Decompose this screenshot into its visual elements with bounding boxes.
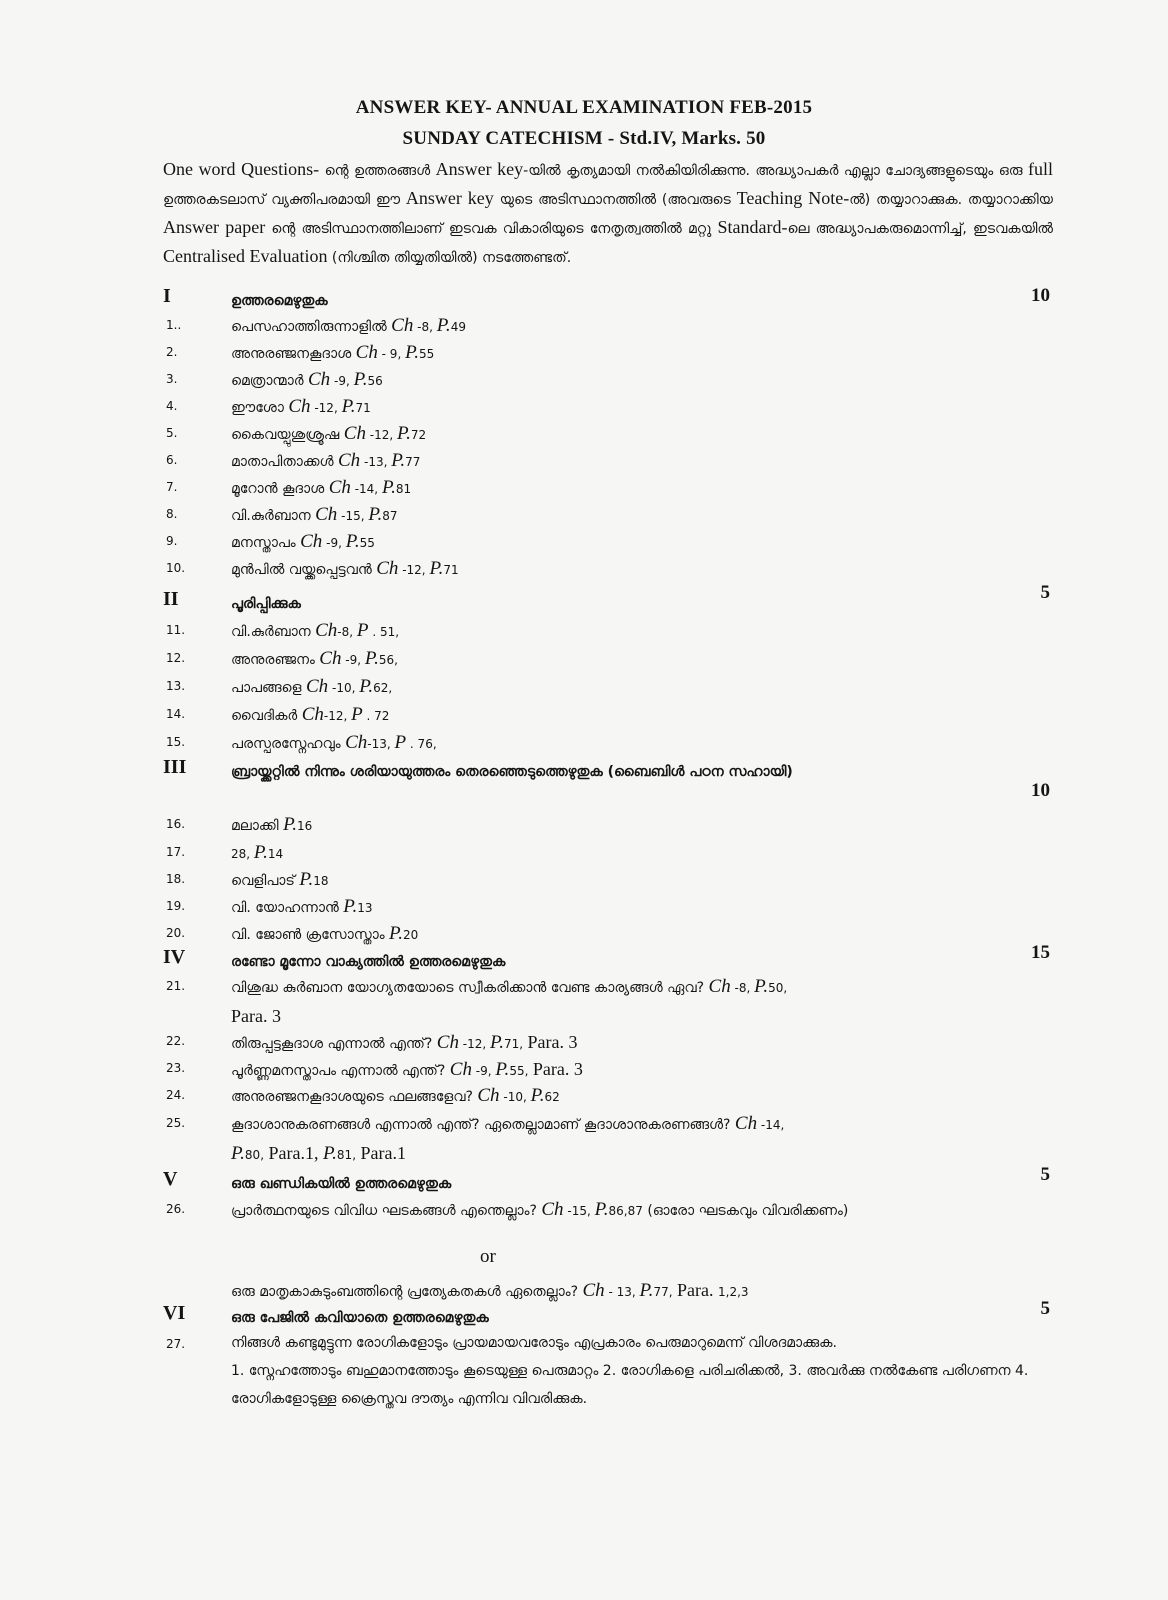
section-header: II പൂരിപ്പിക്കുക 5 (163, 582, 1050, 612)
answer-row: 9. മനസ്താപം Ch -9, P.55 (166, 531, 375, 552)
answer-row: 21. വിശുദ്ധ കുർബാന യോഗ്യതയോടെ സ്വീകരിക്കാൻ വേണ്ട കാര്യങ്ങൾ ഏവ? Ch -8, P.50, Para. 3 (166, 976, 788, 1026)
section-marks: 5 (1040, 582, 1050, 603)
question-number: 27. (166, 1337, 186, 1351)
document-title: ANSWER KEY- ANNUAL EXAMINATION FEB-2015 (355, 97, 813, 118)
answer-row: 16. മലാക്കി P.16 (166, 814, 313, 835)
answer-row: 12. അനുരഞ്ജനം Ch -9, P.56, (166, 648, 398, 669)
answer-block: നിങ്ങൾ കണ്ടുമുട്ടുന്ന രോഗികളോടും പ്രായമായവരോടും എപ്രകാരം പെരുമാറുമെന്ന് വിശദമാക്കുക. 1. സ്നേഹത്തോടും ബഹുമാനത്തോടും കൂടെയുള്ള പെരുമാറ്റം 2. രോഗികളെ പരിചരിക്കൽ, 3. അവർക്കു നൽകേണ്ട പരിഗണന 4. രോഗികളോടുള്ള ക്രൈസ്തവ ദൗത്യം എന്നിവ വിവരിക്കുക. (231, 1335, 1029, 1407)
answer-row: 4. ഈശോ Ch -12, P.71 (166, 396, 371, 417)
section-marks: 10 (1031, 780, 1050, 801)
answer-row: 26. പ്രാർത്ഥനയുടെ വിവിധ ഘടകങ്ങൾ എന്തെല്ലാം? Ch -15, P.86,87 (ഓരോ ഘടകവും വിവരിക്കണം) (166, 1199, 849, 1220)
section-header: V ഒരു ഖണ്ഡികയിൽ ഉത്തരമെഴുതുക 5 (163, 1164, 1050, 1192)
answer-row: 3. മെത്രാന്മാർ Ch -9, P.56 (166, 369, 383, 390)
section-header: III ബ്രായ്ക്കറ്റിൽ നിന്നും ശരിയായുത്തരം തെരഞ്ഞെടുത്തെഴുതുക (ബൈബിൾ പഠന സഹായി) 10 (163, 756, 1050, 801)
answer-row: 15. പരസ്പരസ്നേഹവും Ch-13, P . 76, (166, 732, 437, 753)
answer-row: 10. മുൻപിൽ വയ്ക്കപ്പെട്ടവൻ Ch -12, P.71 (166, 558, 459, 579)
answer-row: 20. വി. ജോൺ ക്രസോസ്താം P.20 (166, 923, 419, 944)
section-marks: 5 (1040, 1298, 1050, 1319)
answer-row: 13. പാപങ്ങളെ Ch -10, P.62, (166, 676, 393, 697)
section-marks: 15 (1031, 942, 1050, 963)
answer-row: 7. മൂറോൻ കൂദാശ Ch -14, P.81 (166, 477, 412, 498)
answer-row: 18. വെളിപാട് P.18 (166, 869, 329, 890)
answer-row: 5. കൈവയ്പുശുശ്രൂഷ Ch -12, P.72 (166, 423, 427, 444)
or-separator: or (480, 1246, 496, 1267)
answer-row: 17. 28, P.14 (166, 842, 284, 863)
answer-row: 22. തിരുപ്പട്ടകൂദാശ എന്നാൽ എന്ത്? Ch -12, P.71, Para. 3 (166, 1032, 578, 1053)
section-header: I ഉത്തരമെഴുതുക 10 (163, 285, 1050, 309)
section-marks: 10 (1031, 285, 1050, 306)
section-header: IV രണ്ടോ മൂന്നോ വാക്യത്തിൽ ഉത്തരമെഴുതുക 15 (163, 942, 1050, 970)
answer-row: 24. അനുരഞ്ജനകൂദാശയുടെ ഫലങ്ങളേവ? Ch -10, P.62 (166, 1085, 560, 1106)
answer-row: ഒരു മാതൃകാകുടുംബത്തിന്റെ പ്രത്യേകതകൾ ഏതെല്ലാം? Ch - 13, P.77, Para. 1,2,3 (231, 1280, 749, 1301)
instructions-paragraph: One word Questions- ന്റെ ഉത്തരങ്ങൾ Answer key-യിൽ കൃത്യമായി നൽകിയിരിക്കുന്നു. അദ്ധ്യാപകർ എല്ലാ ചോദ്യങ്ങളുടെയും ഒരു full ഉത്തരകടലാസ് വ്യക്തിപരമായി ഈ Answer key യുടെ അടിസ്ഥാനത്തിൽ (അവരുടെ Teaching Note-ൽ) തയ്യാറാക്കുക. തയ്യാറാക്കിയ Answer paper ന്റെ അടിസ്ഥാനത്തിലാണ് ഇടവക വികാരിയുടെ നേതൃത്വത്തിൽ മറ്റു Standard-ലെ അദ്ധ്യാപകരുമൊന്നിച്ച്, ഇടവകയിൽ Centralised Evaluation (നിശ്ചിത തിയ്യതിയിൽ) നടത്തേണ്ടത്. (163, 159, 1053, 266)
section-header: VI ഒരു പേജിൽ കവിയാതെ ഉത്തരമെഴുതുക 5 (163, 1298, 1050, 1326)
document-subtitle: SUNDAY CATECHISM - Std.IV, Marks. 50 (402, 128, 766, 149)
answer-row: 2. അനുരഞ്ജനകൂദാശ Ch - 9, P.55 (166, 342, 435, 363)
section-marks: 5 (1040, 1164, 1050, 1185)
answer-row: 6. മാതാപിതാക്കൾ Ch -13, P.77 (166, 450, 421, 471)
answer-row: 11. വി.കുർബാന Ch-8, P . 51, (166, 620, 400, 641)
answer-row: 19. വി. യോഹന്നാൻ P.13 (166, 896, 373, 917)
answer-row: 8. വി.കുർബാന Ch -15, P.87 (166, 504, 398, 525)
answer-row: 25. കൂദാശാനുകരണങ്ങൾ എന്നാൽ എന്ത്? ഏതെല്ലാമാണ് കൂദാശാനുകരണങ്ങൾ? Ch -14, P.80, Para.1, P.81, Para.1 (166, 1113, 785, 1164)
answer-row: 1.. പെസഹാത്തിരുന്നാളിൽ Ch -8, P.49 (166, 315, 466, 336)
answer-row: 23. പൂർണ്ണമനസ്താപം എന്നാൽ എന്ത്? Ch -9, P.55, Para. 3 (166, 1059, 583, 1080)
answer-row: 14. വൈദികർ Ch-12, P . 72 (166, 704, 390, 725)
